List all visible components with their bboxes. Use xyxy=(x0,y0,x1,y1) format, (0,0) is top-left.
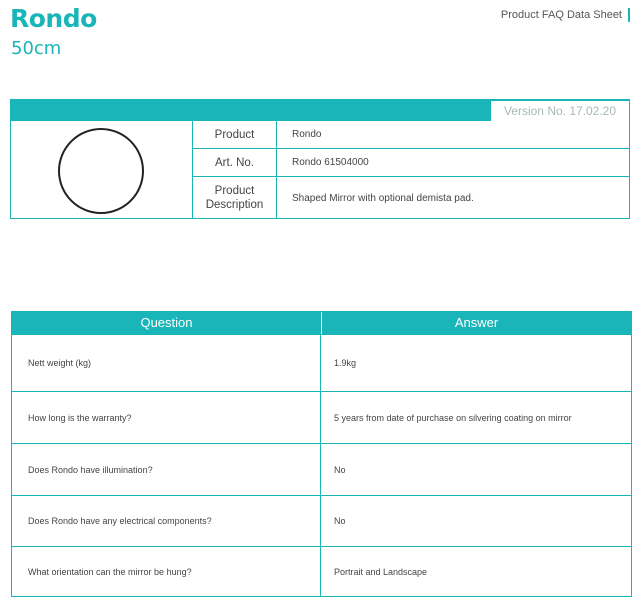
product-row xyxy=(193,121,630,149)
faq-answer: 1.9kg xyxy=(334,358,357,368)
table-row xyxy=(12,546,631,596)
faq-table xyxy=(11,311,632,597)
table-row xyxy=(12,334,631,391)
faq-question: What orientation can the mirror be hung? xyxy=(12,547,321,596)
version-number: Version No. 17.02.20 xyxy=(491,100,629,121)
faq-answer: No xyxy=(334,516,346,526)
faq-answer: Portrait and Landscape xyxy=(334,566,428,577)
description-value: Shaped Mirror with optional demista pad. xyxy=(292,192,474,204)
sheet-label: Product FAQ Data Sheet xyxy=(501,8,630,22)
art-no-label: Art. No. xyxy=(193,149,277,176)
product-value: Rondo xyxy=(292,129,322,140)
faq-header xyxy=(12,312,631,334)
art-no-row xyxy=(193,149,630,177)
page-title: Rondo xyxy=(10,4,97,33)
description-row xyxy=(193,177,630,219)
faq-question: Does Rondo have any electrical components? xyxy=(12,496,321,546)
product-info-table xyxy=(10,99,630,219)
faq-answer: 5 years from date of purchase on silvering coating on mirror xyxy=(334,412,572,423)
table-row xyxy=(12,391,631,443)
description-label: Product Description xyxy=(193,177,277,219)
page-subtitle: 50cm xyxy=(11,38,62,59)
faq-question: Does Rondo have illumination? xyxy=(12,444,321,495)
faq-answer: No xyxy=(334,464,346,475)
question-header: Question xyxy=(140,315,193,330)
product-circle-image xyxy=(58,128,144,214)
art-no-value: Rondo 61504000 xyxy=(292,157,369,168)
table-row xyxy=(12,495,631,546)
faq-question: How long is the warranty? xyxy=(12,392,321,443)
table-row xyxy=(12,443,631,495)
product-image-cell xyxy=(11,121,193,219)
faq-question: Nett weight (kg) xyxy=(12,335,321,391)
product-label: Product xyxy=(193,121,277,148)
answer-header: Answer xyxy=(321,312,631,334)
